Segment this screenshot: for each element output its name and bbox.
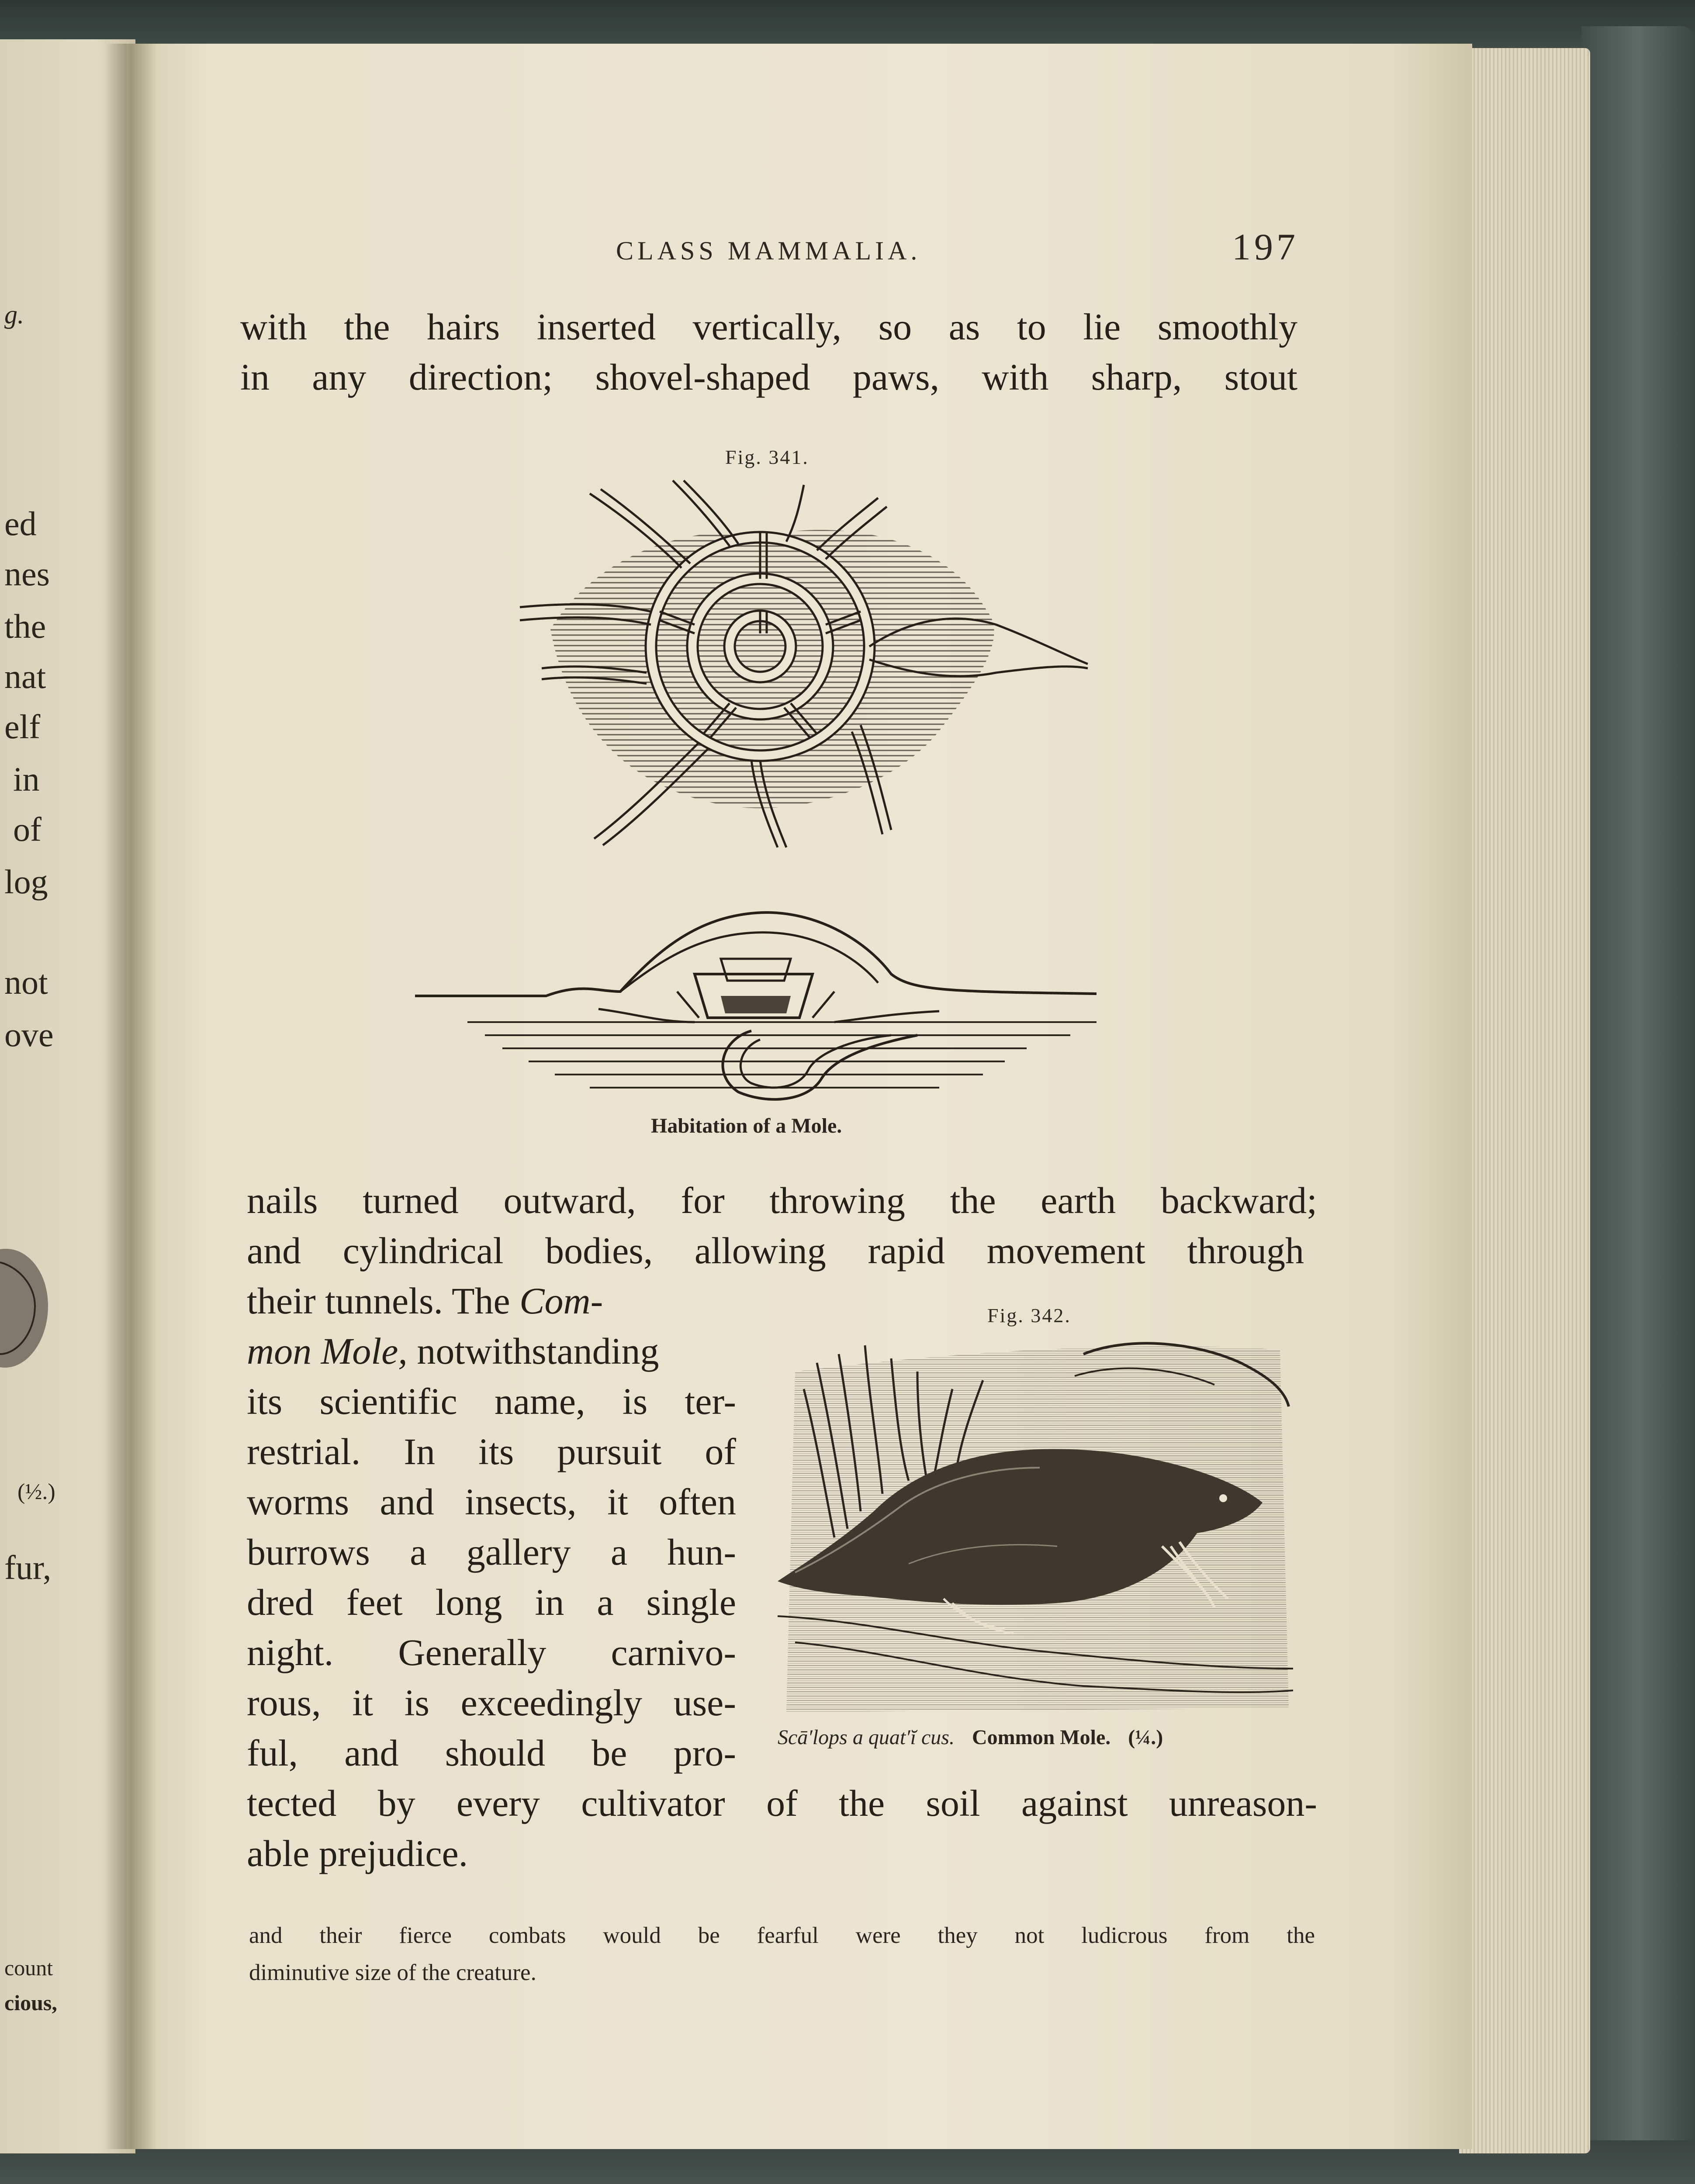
body-line-narrow: worms and insects, it often (247, 1481, 736, 1523)
body-line-narrow (247, 1282, 736, 1320)
left-figure-fragment (0, 1236, 57, 1380)
body-line-italic: Com- (519, 1280, 603, 1322)
figure-341-caption: Habitation of a Mole. (651, 1114, 842, 1137)
left-fragment: of (13, 810, 42, 848)
book-gutter (105, 44, 157, 2149)
left-fragment: ed (4, 505, 37, 543)
left-fragment: ove (4, 1016, 54, 1054)
figure-342-label: Fig. 342. (987, 1304, 1071, 1327)
left-fragment: the (4, 607, 46, 645)
figure-342-common-name: Common Mole. (972, 1726, 1111, 1749)
body-line-narrow: ful, and should be pro- (247, 1732, 736, 1774)
body-line-narrow: its scientific name, is ter- (247, 1380, 736, 1422)
page-edges (1459, 48, 1590, 2153)
left-fragment: log (4, 863, 48, 901)
left-fragment: nes (4, 555, 50, 593)
body-line-text: notwithstanding (407, 1330, 659, 1372)
footnote-line: diminutive size of the creature. (249, 1960, 536, 1985)
body-line-text: their tunnels. The (247, 1280, 520, 1322)
left-fragment: fur, (4, 1548, 52, 1586)
footnote-line: and their fierce combats would be fearful were they not ludicrous from the (249, 1923, 1315, 1948)
page-number: 197 (1232, 226, 1299, 268)
left-fragment: (½.) (17, 1479, 55, 1504)
left-fragment: g. (4, 300, 24, 329)
body-line: and cylindrical bodies, allowing rapid movement through (247, 1230, 1304, 1272)
body-line-narrow: restrial. In its pursuit of (247, 1431, 736, 1472)
left-fragment: count (4, 1956, 53, 1980)
book-cover-right (1581, 26, 1695, 2184)
body-line-narrow: rous, it is exceedingly use- (247, 1682, 736, 1724)
body-line: with the hairs inserted vertically, so as to lie smoothly (240, 306, 1297, 348)
running-head: CLASS MAMMALIA. (616, 236, 921, 265)
body-line-italic: mon Mole, (247, 1330, 408, 1372)
body-line-narrow: dred feet long in a single (247, 1581, 736, 1623)
left-fragment: in (13, 760, 40, 798)
body-line: tected by every cultivator of the soil against unreason- (247, 1782, 1317, 1824)
body-line-narrow: night. Generally carnivo- (247, 1631, 736, 1673)
figure-342-scientific-name: Scā′lops a quat′ĭ cus. (778, 1726, 955, 1749)
left-fragment: elf (4, 708, 41, 746)
mole-burrow-section-illustration (415, 909, 1136, 1118)
left-fragment: nat (4, 657, 46, 695)
left-fragment: cious, (4, 1990, 57, 2015)
body-line: able prejudice. (247, 1832, 468, 1874)
figure-341-label: Fig. 341. (725, 446, 809, 468)
mole-burrow-plan-illustration (515, 480, 1145, 856)
body-line-narrow: burrows a gallery a hun- (247, 1531, 736, 1573)
body-line: nails turned outward, for throwing the earth backward; (247, 1179, 1317, 1221)
body-line-narrow (247, 1332, 736, 1370)
body-line: in any direction; shovel-shaped paws, with sharp, stout (240, 356, 1297, 398)
common-mole-illustration (778, 1337, 1302, 1721)
figure-342-scale: (¼.) (1128, 1726, 1163, 1749)
left-fragment: not (4, 963, 48, 1001)
figure-342-caption (778, 1725, 1163, 1749)
